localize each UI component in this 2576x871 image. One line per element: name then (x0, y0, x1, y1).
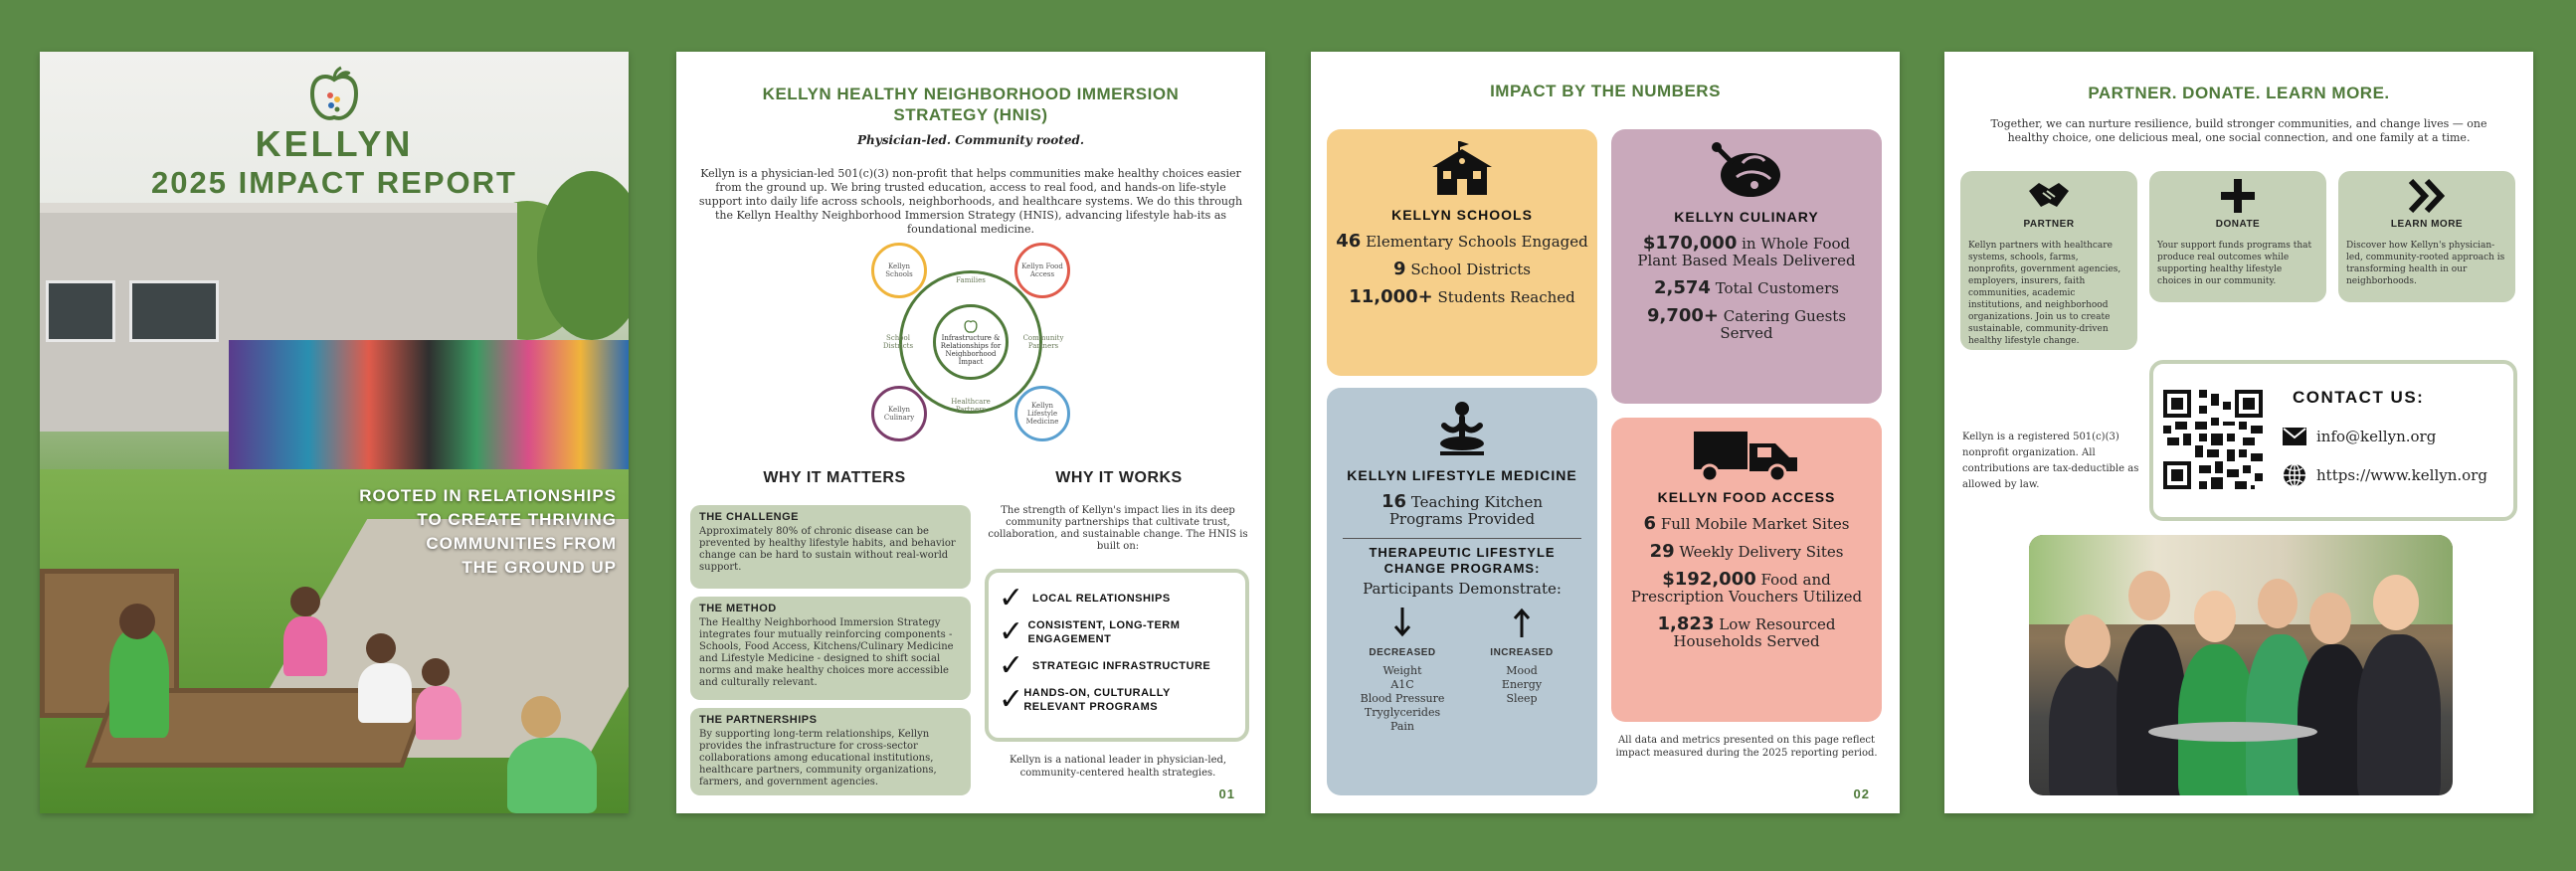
stat-label: School Districts (1410, 261, 1531, 278)
envelope-icon (2283, 428, 2306, 445)
stat-label: in Whole Food Plant Based Meals Delivered (1637, 235, 1856, 269)
why-works-heading: WHY IT WORKS (1055, 469, 1183, 486)
person-face (2065, 614, 2111, 668)
card-heading: KELLYN CULINARY (1674, 209, 1819, 225)
checklist-label: HANDS-ON, CULTURALLY RELEVANT PROGRAMS (1023, 687, 1171, 713)
learn-more-card[interactable] (2338, 171, 2515, 302)
checklist-item (999, 614, 1235, 649)
page-number: 01 (1218, 786, 1235, 801)
arrow-up-icon (1513, 608, 1531, 637)
partner-page (1944, 52, 2533, 813)
stat-number: 16 (1380, 491, 1407, 512)
tagline-line: ROOTED IN RELATIONSHIPS (359, 486, 617, 505)
hnis-page (676, 52, 1265, 813)
decreased-label: DECREASED (1369, 647, 1436, 658)
culinary-card (1611, 129, 1882, 404)
checklist-item (999, 682, 1235, 717)
stat-label: Catering Guests Served (1720, 307, 1847, 342)
node-food-access: Kellyn Food Access (1014, 243, 1070, 298)
stat-label: Low Resourced Households Served (1673, 615, 1836, 650)
card-label: DONATE (2215, 219, 2261, 230)
building-window (46, 280, 115, 342)
stat-line (1625, 235, 1868, 269)
page-title: IMPACT BY THE NUMBERS (1490, 82, 1721, 100)
person-face (2128, 571, 2170, 620)
stat-number: 1,823 (1657, 613, 1715, 634)
checkmark-icon: ✓ (999, 581, 1024, 615)
stat-label: Total Customers (1715, 279, 1839, 297)
stat-label: Weekly Delivery Sites (1679, 543, 1844, 561)
contact-box (2149, 360, 2517, 521)
stat-number: 29 (1649, 541, 1675, 562)
hnis-diagram (871, 243, 1070, 441)
volunteers-photo (2029, 535, 2453, 795)
node-culinary: Kellyn Culinary (871, 386, 927, 441)
card-heading: KELLYN FOOD ACCESS (1657, 489, 1836, 505)
stat-line (1327, 233, 1597, 251)
partnerships-box (690, 708, 971, 795)
link-label: Community Partners (1022, 334, 1064, 350)
outcomes-columns (1343, 608, 1581, 734)
why-works-intro: The strength of Kellyn's impact lies in its deep community partnerships that cultivate trust, collaboration, and sustainable change. The HNIS is built on: (988, 505, 1248, 552)
box-text: The Healthy Neighborhood Immersion Strategy integrates four mutually reinforcing components - Schools, Food Access, Kitchens/Culinary Medicine and Lifestyle Medicine - designed to shift social norms and make healthy choices more accessible and culturally relevant. (699, 617, 954, 688)
checkmark-icon: ✓ (999, 682, 1024, 717)
outcome-item: A1C (1390, 678, 1414, 691)
cover-title-block (40, 123, 629, 201)
handshake-icon (1968, 179, 2129, 215)
globe-icon (2283, 463, 2306, 487)
lifestyle-card (1327, 388, 1597, 795)
leader-statement: Kellyn is a national leader in physician-led, community-centered health strategies. (1009, 755, 1227, 779)
outcome-item: Blood Pressure (1360, 692, 1445, 705)
checklist-item (999, 581, 1235, 615)
brand-name: KELLYN (255, 123, 414, 164)
data-footnote: All data and metrics presented on this page reflect impact measured during the 2025 reporting period. (1615, 735, 1878, 759)
email-link[interactable]: info@kellyn.org (2316, 428, 2437, 445)
sub-heading: THERAPEUTIC LIFESTYLE CHANGE PROGRAMS: (1369, 545, 1556, 576)
stat-number: 6 (1643, 513, 1657, 534)
child-figure (283, 616, 327, 676)
schoolhouse-icon (1427, 139, 1497, 199)
person-face (2258, 579, 2298, 628)
stat-line (1343, 493, 1581, 528)
stat-number: $192,000 (1662, 569, 1756, 590)
outcome-item: Tryglycerides (1364, 706, 1441, 719)
kellyn-apple-logo (40, 66, 629, 129)
page-subtitle: Physician-led. Community rooted. (856, 133, 1085, 147)
increased-list (1467, 664, 1576, 706)
node-lifestyle-medicine: Kellyn Lifestyle Medicine (1014, 386, 1070, 441)
meditation-icon (1432, 400, 1492, 459)
stat-label: Full Mobile Market Sites (1660, 515, 1850, 533)
card-text: Your support funds programs that produce real outcomes while supporting healthy lifestyle choices in our community. (2157, 241, 2312, 286)
outcome-item: Sleep (1506, 692, 1538, 705)
method-box (690, 597, 971, 700)
plus-icon (2157, 179, 2318, 215)
card-heading: KELLYN SCHOOLS (1391, 207, 1533, 223)
link-label: Families (956, 276, 986, 284)
qr-code[interactable] (2163, 390, 2263, 489)
outcome-item: Pain (1389, 720, 1415, 733)
card-text: Kellyn partners with healthcare systems, schools, farms, nonprofits, government agencies, employers, insurers, faith communities, academic institutions, and neighborhood organizations. Join us to create sustainable, community-driven healthy lifestyle change. (1968, 241, 2121, 346)
stat-line (1625, 307, 1868, 342)
chevrons-right-icon (2346, 179, 2507, 215)
stat-line (1625, 543, 1868, 561)
stat-label: Food and Prescription Vouchers Utilized (1630, 571, 1863, 606)
stat-number: $170,000 (1642, 233, 1738, 254)
person-face (2309, 593, 2351, 644)
child-head (422, 658, 450, 686)
box-text: Approximately 80% of chronic disease can be prevented by healthy lifestyle habits, and behavior change can be hard to sustain without real-world support. (699, 526, 956, 573)
intro-paragraph: Kellyn is a physician-led 501(c)(3) non-profit that helps communities make healthy choices easier from the ground up. We bring trusted education, access to real food, and hands-on life-style support into daily life across schools, neighborhoods, and healthcare systems. We do this through the Kellyn Healthy Neighborhood Immersion Strategy (HNIS), advancing lifestyle hab-its as foundational medicine. (698, 167, 1243, 236)
stat-label: Elementary Schools Engaged (1366, 233, 1588, 251)
adult-figure (507, 738, 597, 813)
stat-line (1625, 571, 1868, 606)
node-schools: Kellyn Schools (871, 243, 927, 298)
stat-number: 11,000+ (1349, 286, 1433, 307)
stat-number: 46 (1336, 231, 1362, 252)
center-hub (933, 304, 1009, 380)
page-number: 02 (1853, 786, 1870, 801)
participants-label: Participants Demonstrate: (1363, 580, 1562, 598)
checklist-item (999, 648, 1235, 683)
contact-heading: CONTACT US: (2293, 388, 2425, 407)
child-head (119, 604, 155, 639)
apple-icon (963, 318, 979, 334)
outcome-item: Weight (1382, 664, 1422, 677)
link-label: School Districts (882, 334, 914, 350)
stat-line (1327, 288, 1597, 306)
mixing-bowl (2148, 722, 2317, 742)
stat-line (1625, 615, 1868, 650)
checklist-label: STRATEGIC INFRASTRUCTURE (1032, 660, 1211, 672)
stat-number: 2,574 (1654, 277, 1711, 298)
tagline-line: THE GROUND UP (461, 558, 617, 577)
card-heading: KELLYN LIFESTYLE MEDICINE (1347, 467, 1577, 483)
card-text: Discover how Kellyn's physician-led, community-rooted approach is transforming health in our neighborhoods. (2346, 241, 2505, 286)
food-bowl-icon (1707, 139, 1786, 201)
box-title: THE METHOD (699, 603, 777, 614)
child-head (290, 587, 320, 616)
schools-card (1327, 129, 1597, 376)
tagline-line: TO CREATE THRIVING (417, 510, 617, 529)
checklist-label: CONSISTENT, LONG-TERM ENGAGEMENT (1027, 619, 1181, 645)
card-label: LEARN MORE (2390, 219, 2464, 230)
stat-label: Teaching Kitchen Programs Provided (1388, 493, 1544, 528)
person-figure (2116, 624, 2186, 795)
adult-head (521, 696, 561, 738)
stat-line (1625, 515, 1868, 533)
email-row[interactable] (2283, 428, 2436, 445)
increased-column (1467, 608, 1576, 734)
checkmark-icon: ✓ (999, 648, 1024, 683)
card-label: PARTNER (2023, 219, 2075, 230)
impact-page (1311, 52, 1900, 813)
child-figure (358, 663, 412, 723)
cover-page (40, 52, 629, 813)
child-figure (416, 686, 461, 740)
challenge-box (690, 505, 971, 589)
arrow-down-icon (1393, 608, 1411, 637)
box-text: By supporting long-term relationships, Kellyn provides the infrastructure for cross-sector collaborations among educational institutions, healthcare partners, community organizations, farmers, and government agencies. (699, 729, 937, 787)
tagline-line: COMMUNITIES FROM (426, 534, 617, 553)
pillars-checklist (985, 569, 1249, 742)
stat-line (1327, 261, 1597, 278)
cover-tagline (318, 484, 617, 580)
hub-label: Infrastructure & Relationships for Neighborhood Impact (940, 334, 1002, 366)
child-head (366, 633, 396, 663)
page-title: PARTNER. DONATE. LEARN MORE. (2088, 84, 2390, 102)
stat-label: Students Reached (1437, 288, 1575, 306)
website-row[interactable] (2283, 463, 2487, 487)
stat-line (1625, 279, 1868, 297)
stat-number: 9 (1393, 259, 1406, 279)
person-face (2194, 591, 2236, 642)
nonprofit-note: Kellyn is a registered 501(c)(3) nonprofit organization. All contributions are tax-deductible as allowed by law. (1962, 432, 2139, 490)
person-figure (2357, 634, 2441, 795)
building-window (129, 280, 219, 342)
partner-card[interactable] (1960, 171, 2137, 350)
why-matters-heading: WHY IT MATTERS (763, 469, 906, 486)
outcome-item: Mood (1506, 664, 1538, 677)
decreased-list (1348, 664, 1457, 734)
checklist-label: LOCAL RELATIONSHIPS (1032, 593, 1171, 605)
box-title: THE CHALLENGE (699, 511, 799, 523)
decreased-column (1348, 608, 1457, 734)
food-access-card (1611, 418, 1882, 722)
person-figure (2178, 644, 2256, 795)
box-title: THE PARTNERSHIPS (699, 714, 818, 726)
link-label: Healthcare Partners (951, 398, 991, 414)
donate-card[interactable] (2149, 171, 2326, 302)
mural (229, 340, 629, 469)
child-figure (109, 628, 169, 738)
report-title: 2025 IMPACT REPORT (151, 165, 517, 200)
page-title: KELLYN HEALTHY NEIGHBORHOOD IMMERSION STRATEGY (HNIS) (762, 85, 1180, 124)
checkmark-icon: ✓ (999, 614, 1024, 649)
increased-label: INCREASED (1490, 647, 1554, 658)
website-link[interactable]: https://www.kellyn.org (2316, 466, 2487, 484)
person-face (2373, 575, 2419, 630)
delivery-truck-icon (1692, 428, 1801, 483)
outcome-item: Energy (1501, 678, 1543, 691)
stat-number: 9,700+ (1646, 305, 1719, 326)
page-intro: Together, we can nurture resilience, build stronger communities, and change lives — one healthy choice, one delicious meal, one social connection, and one family at a time. (1990, 117, 2487, 144)
